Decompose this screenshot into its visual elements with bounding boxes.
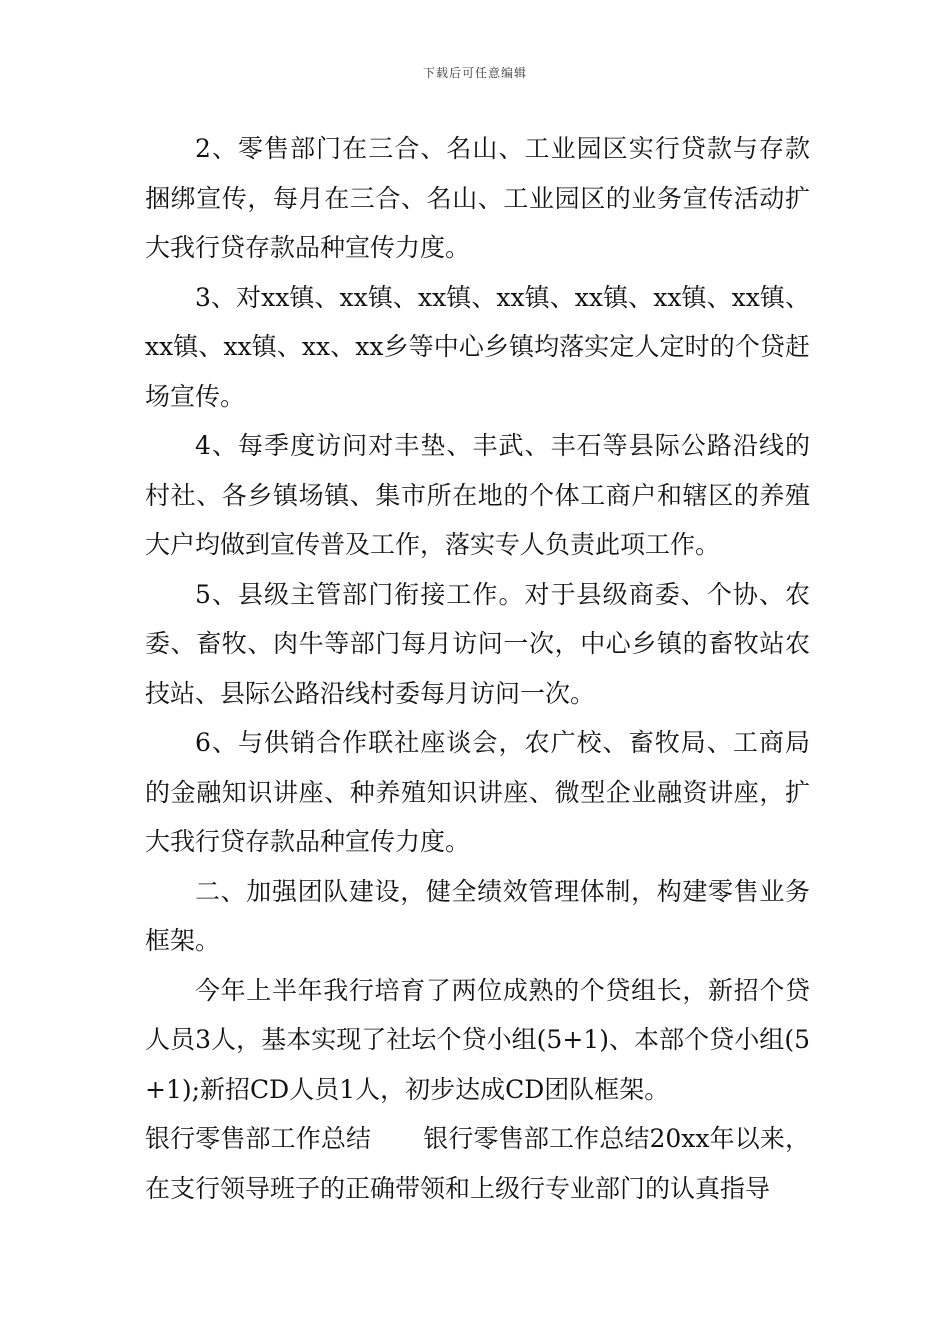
paragraph-item-5: 5、县级主管部门衔接工作。对于县级商委、个协、农委、畜牧、肉牛等部门每月访问一次，中心乡镇的畜牧站农技站、县际公路沿线村委每月访问一次。: [145, 579, 810, 708]
paragraph-item-6: 6、与供销合作联社座谈会，农广校、畜牧局、工商局的金融知识讲座、种养殖知识讲座、微型企业融资讲座，扩大我行贷存款品种宣传力度。: [145, 728, 810, 856]
paragraph-item-4: 4、每季度访问对丰垫、丰武、丰石等县际公路沿线的村社、各乡镇场镇、集市所在地的个体工商户和辖区的养殖大户均做到宣传普及工作，落实专人负责此项工作。: [145, 431, 810, 559]
closing-title: 银行零售部工作总结: [145, 1124, 372, 1153]
closing-text: 银行零售部工作总结20xx年以来，在支行领导班子的正确带领和上级行专业部门的认真指导: [145, 1124, 810, 1203]
paragraph-item-2: 2、零售部门在三合、名山、工业园区实行贷款与存款捆绑宣传，每月在三合、名山、工业园区的业务宣传活动扩大我行贷存款品种宣传力度。: [145, 134, 810, 262]
section-heading-team: 二、加强团队建设，健全绩效管理体制，构建零售业务框架。: [145, 876, 810, 955]
document-body: [145, 124, 810, 1213]
paragraph-team-summary: 今年上半年我行培育了两位成熟的个贷组长，新招个贷人员3人，基本实现了社坛个贷小组(5+1)、本部个贷小组(5+1);新招CD人员1人，初步达成CD团队框架。: [145, 975, 810, 1104]
closing-paragraph: [145, 1114, 810, 1213]
paragraph-item-3: 3、对xx镇、xx镇、xx镇、xx镇、xx镇、xx镇、xx镇、xx镇、xx镇、xx、xx乡等中心乡镇均落实定人定时的个贷赶场宣传。: [145, 282, 810, 411]
page-header: 下载后可任意编辑: [422, 66, 527, 80]
